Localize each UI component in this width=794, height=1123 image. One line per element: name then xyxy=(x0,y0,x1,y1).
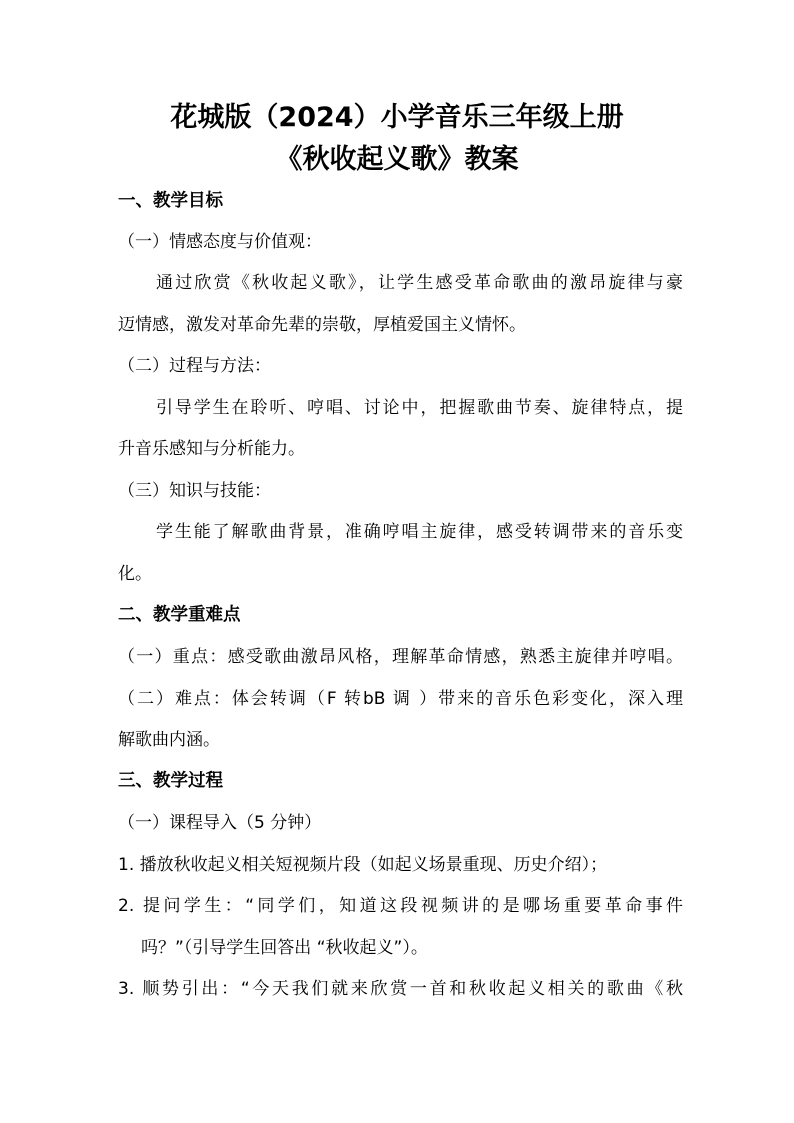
paragraph-knowledge-line1: 学生能了解歌曲背景，准确哼唱主旋律，感受转调带来的音乐变 xyxy=(156,522,683,542)
document-title-line1: 花城版（2024）小学音乐三年级上册 xyxy=(170,102,624,133)
section-heading-process: 三、教学过程 xyxy=(118,771,223,791)
subheading-introduction: （一）课程导入（5 分钟） xyxy=(118,813,322,833)
section-heading-objectives: 一、教学目标 xyxy=(118,191,223,211)
subheading-process: （二）过程与方法： xyxy=(118,356,271,376)
subheading-knowledge: （三）知识与技能： xyxy=(118,481,271,501)
paragraph-emotion-line1: 通过欣赏《秋收起义歌》，让学生感受革命歌曲的激昂旋律与豪 xyxy=(156,273,683,293)
section-heading-key-points: 二、教学重难点 xyxy=(118,605,241,625)
paragraph-process-line1: 引导学生在聆听、哼唱、讨论中，把握歌曲节奏、旋律特点，提 xyxy=(156,398,683,418)
difficulty-text-line1: （二）难点：体会转调（F 转bB 调 ）带来的音乐色彩变化，深入理 xyxy=(118,689,683,709)
key-point-text: （一）重点：感受歌曲激昂风格，理解革命情感，熟悉主旋律并哼唱。 xyxy=(118,647,683,667)
subheading-emotion: （一）情感态度与价值观： xyxy=(118,232,322,252)
paragraph-knowledge-line2: 化。 xyxy=(118,564,152,584)
list-item-3: 3. 顺势引出：“今天我们就来欣赏一首和秋收起义相关的歌曲《秋 xyxy=(118,979,683,999)
list-item-1: 1. 播放秋收起义相关短视频片段（如起义场景重现、历史介绍）； xyxy=(118,855,608,875)
paragraph-process-line2: 升音乐感知与分析能力。 xyxy=(118,439,305,459)
document-title-line2: 《秋收起义歌》教案 xyxy=(275,144,519,175)
difficulty-text-line2: 解歌曲内涵。 xyxy=(118,730,220,750)
list-item-2-line1: 2. 提问学生：“同学们，知道这段视频讲的是哪场重要革命事件 xyxy=(118,896,683,916)
list-item-2-line2: 吗？”（引导学生回答出 “秋收起义”）。 xyxy=(141,938,428,958)
paragraph-emotion-line2: 迈情感，激发对革命先辈的崇敬，厚植爱国主义情怀。 xyxy=(118,315,526,335)
